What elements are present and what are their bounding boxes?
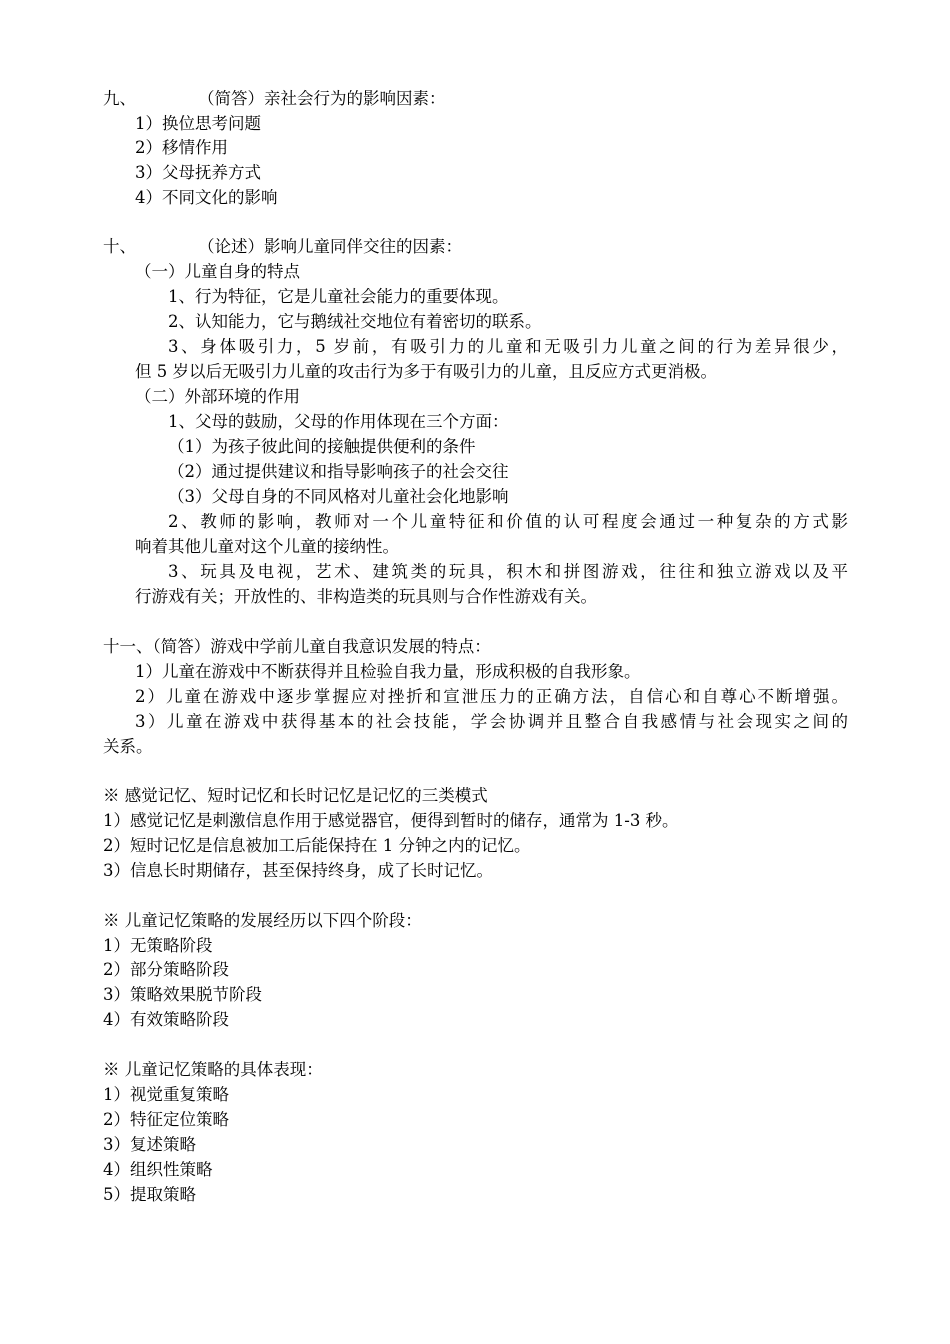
sec9-item-4: 4）不同文化的影响	[135, 188, 278, 207]
sec10-sub2-item-1: 1、父母的鼓励，父母的作用体现在三个方面：	[168, 412, 509, 431]
note2-item-4: 4）有效策略阶段	[103, 1010, 229, 1029]
sec11-heading: 十一、（简答）游戏中学前儿童自我意识发展的特点：	[103, 637, 491, 656]
note3-item-4: 4）组织性策略	[103, 1160, 213, 1179]
sec10-sub1-item-2: 2、认知能力，它与鹅绒社交地位有着密切的联系。	[168, 312, 542, 331]
sec9-number: 九、	[103, 89, 136, 108]
sec10-sub2-point-1: （1）为孩子彼此间的接触提供便利的条件	[168, 437, 476, 456]
sec11-item-3-line2: 关系。	[103, 737, 153, 756]
note2-item-3: 3）策略效果脱节阶段	[103, 985, 262, 1004]
sec10-sub2-item-3-line2: 行游戏有关；开放性的、非构造类的玩具则与合作性游戏有关。	[135, 587, 597, 606]
sec10-sub2-item-3-line1: 3、玩具及电视，艺术、建筑类的玩具，积木和拼图游戏，往往和独立游戏以及平	[168, 562, 848, 581]
note3-item-2: 2）特征定位策略	[103, 1110, 229, 1129]
sec10-sub2-item-2-line1: 2、教师的影响，教师对一个儿童特征和价值的认可程度会通过一种复杂的方式影	[168, 512, 848, 531]
note2-item-2: 2）部分策略阶段	[103, 960, 229, 979]
sec10-sub2-heading: （二）外部环境的作用	[135, 387, 300, 406]
sec10-sub1-item-3-line1: 3、身体吸引力，5 岁前，有吸引力的儿童和无吸引力儿童之间的行为差异很少，	[168, 337, 848, 356]
sec9-item-1: 1）换位思考问题	[135, 114, 261, 133]
sec9-item-2: 2）移情作用	[135, 138, 228, 157]
note1-item-1: 1）感觉记忆是刺激信息作用于感觉器官，便得到暂时的储存，通常为 1-3 秒。	[103, 811, 679, 830]
note3-heading: ※ 儿童记忆策略的具体表现：	[103, 1060, 323, 1079]
note3-item-1: 1）视觉重复策略	[103, 1085, 229, 1104]
sec11-item-2: 2）儿童在游戏中逐步掌握应对挫折和宣泄压力的正确方法，自信心和自尊心不断增强。	[135, 687, 848, 706]
sec10-sub1-item-1: 1、行为特征，它是儿童社会能力的重要体现。	[168, 287, 509, 306]
note3-item-3: 3）复述策略	[103, 1135, 196, 1154]
sec10-sub2-item-2-line2: 响着其他儿童对这个儿童的接纳性。	[135, 537, 399, 556]
note1-item-2: 2）短时记忆是信息被加工后能保持在 1 分钟之内的记忆。	[103, 836, 531, 855]
sec9-heading	[103, 86, 446, 111]
note2-heading: ※ 儿童记忆策略的发展经历以下四个阶段：	[103, 911, 422, 930]
sec9-item-3: 3）父母抚养方式	[135, 163, 261, 182]
note1-item-3: 3）信息长时期储存，甚至保持终身，成了长时记忆。	[103, 861, 493, 880]
sec11-item-3-line1: 3）儿童在游戏中获得基本的社会技能，学会协调并且整合自我感情与社会现实之间的	[135, 712, 848, 731]
sec10-sub2-point-3: （3）父母自身的不同风格对儿童社会化地影响	[168, 487, 509, 506]
sec10-number: 十、	[103, 237, 136, 256]
note2-item-1: 1）无策略阶段	[103, 936, 213, 955]
sec10-heading	[103, 234, 462, 259]
note3-item-5: 5）提取策略	[103, 1185, 196, 1204]
sec10-sub2-point-2: （2）通过提供建议和指导影响孩子的社会交往	[168, 462, 509, 481]
sec10-title: （论述）影响儿童同伴交往的因素：	[198, 237, 462, 256]
sec9-title: （简答）亲社会行为的影响因素：	[198, 89, 446, 108]
sec10-sub1-item-3-line2: 但 5 岁以后无吸引力儿童的攻击行为多于有吸引力的儿童，且反应方式更消极。	[135, 362, 717, 381]
sec10-sub1-heading: （一）儿童自身的特点	[135, 262, 300, 281]
note1-heading: ※ 感觉记忆、短时记忆和长时记忆是记忆的三类模式	[103, 786, 488, 805]
sec11-item-1: 1）儿童在游戏中不断获得并且检验自我力量，形成积极的自我形象。	[135, 662, 641, 681]
